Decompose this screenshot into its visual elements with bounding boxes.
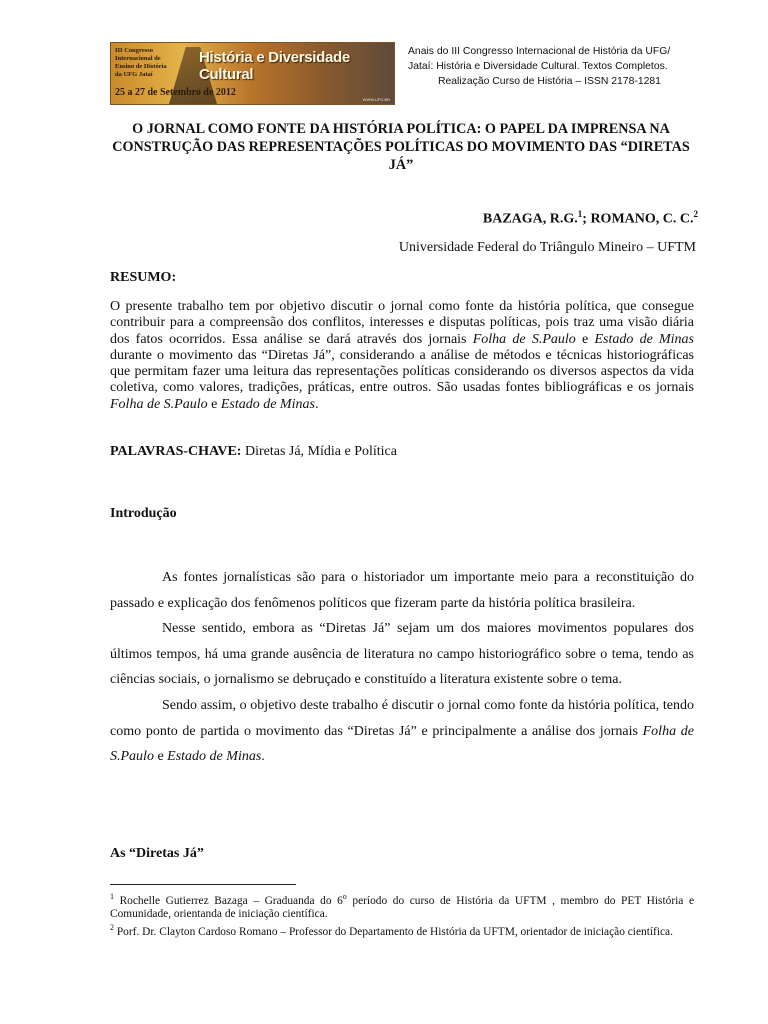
newspaper-name: Folha de S.Paulo bbox=[110, 396, 208, 412]
paragraph-part: Sendo assim, o objetivo deste trabalho é discutir o jornal como fonte da história política, tendo como ponto de partida o movimento das “Diretas Já” e principalmente a análise dos jornais bbox=[110, 697, 694, 739]
authors bbox=[483, 209, 698, 228]
keywords-label: PALAVRAS-CHAVE: bbox=[110, 444, 242, 459]
abstract-heading: RESUMO: bbox=[110, 270, 177, 285]
footnote-divider bbox=[110, 884, 296, 885]
paragraph-1: As fontes jornalísticas são para o historiador um importante meio para a reconstituição do passado e explicação dos fenômenos políticos que fizeram parte da história política brasileira. bbox=[110, 570, 694, 611]
newspaper-name: Folha de S.Paulo bbox=[110, 723, 694, 765]
keywords-value: Diretas Já, Mídia e Política bbox=[241, 444, 397, 459]
footnote-1 bbox=[110, 890, 694, 921]
footnote-2 bbox=[110, 921, 694, 939]
paragraph-part: . bbox=[261, 749, 265, 765]
introduction-body bbox=[110, 565, 694, 770]
footnote-ref-1[interactable]: 1 bbox=[577, 209, 583, 219]
banner-conference: III Congresso Internacional de Ensino de História da UFG Jataí bbox=[115, 47, 167, 78]
footnote-text: período do curso de História da UFTM , membro do PET História e Comunidade, orientanda de iniciação científica. bbox=[110, 894, 695, 920]
abstract-text bbox=[110, 299, 694, 413]
paragraph-2: Nesse sentido, embora as “Diretas Já” sejam um dos maiores movimentos populares dos últimos tempos, há uma grande ausência de literatura no campo historiográfico sobre o tema, tendo as ciências sociais, o jornalismo se debruçado e constituído a literatura existente sobre o tema. bbox=[110, 621, 694, 688]
footnote-number: 2 bbox=[110, 923, 114, 933]
banner-title: História e Diversidade Cultural bbox=[199, 49, 350, 83]
conference-banner bbox=[110, 42, 395, 105]
footnote-number: 1 bbox=[110, 892, 114, 901]
abstract-part: e bbox=[575, 331, 595, 347]
section-heading: As “Diretas Já” bbox=[110, 846, 204, 861]
banner-tag: WWW.UFG.BR bbox=[362, 97, 390, 102]
proceedings-line-1: Anais do III Congresso Internacional de História da UFG/ bbox=[408, 46, 671, 57]
newspaper-name: Estado de Minas bbox=[594, 331, 694, 347]
footnotes bbox=[110, 890, 694, 939]
affiliation: Universidade Federal do Triângulo Mineiro – UFTM bbox=[398, 240, 696, 255]
introduction-heading: Introdução bbox=[110, 506, 177, 521]
ordinal-sup: o bbox=[342, 892, 347, 901]
proceedings-header bbox=[408, 44, 708, 89]
footnote-text: Porf. Dr. Clayton Cardoso Romano – Professor do Departamento de História da UFTM, orientador de iniciação científica. bbox=[114, 926, 673, 938]
author-2: ; ROMANO, C. C. bbox=[582, 211, 694, 227]
abstract-part: O presente trabalho tem por objetivo discutir o jornal como fonte da história política, que consegue contribuir para a compreensão dos conflitos, interesses e disputas políticas, pois traz uma visão diária dos fatos ocorridos. Essa análise se dará através dos jornais bbox=[110, 299, 694, 347]
newspaper-name: Estado de Minas bbox=[220, 396, 315, 412]
proceedings-line-2: Jataí: História e Diversidade Cultural. Textos Completos. bbox=[408, 61, 668, 72]
abstract-part: . bbox=[314, 396, 319, 412]
footnote-ref-2[interactable]: 2 bbox=[693, 209, 698, 219]
paragraph-3 bbox=[110, 693, 694, 770]
abstract-part: durante o movimento das “Diretas Já”, considerando a análise de métodos e técnicas historiográficas que permitam fazer uma leitura das representações políticas considerando os diversos aspectos da vida coletiva, como valores, tradições, práticas, entre outros. São usadas fontes bibliográficas e os jornais bbox=[110, 347, 694, 396]
proceedings-line-3: Realização Curso de História – ISSN 2178-1281 bbox=[438, 76, 661, 87]
newspaper-name: Folha de S.Paulo bbox=[472, 331, 576, 347]
newspaper-name: Estado de Minas bbox=[167, 749, 262, 765]
keywords bbox=[110, 444, 397, 460]
paper-title: O JORNAL COMO FONTE DA HISTÓRIA POLÍTICA: O PAPEL DA IMPRENSA NA CONSTRUÇÃO DAS REPRESENTAÇÕES POLÍTICAS DO MOVIMENTO DAS “DIRETAS JÁ” bbox=[112, 121, 690, 173]
paragraph-part: e bbox=[153, 749, 168, 765]
author-1: BAZAGA, R.G. bbox=[482, 211, 578, 227]
footnote-text: Rochelle Gutierrez Bazaga – Graduanda do 6 bbox=[114, 894, 343, 907]
banner-date: 25 a 27 de Setembro de 2012 bbox=[115, 87, 236, 98]
abstract-part: e bbox=[207, 396, 221, 412]
